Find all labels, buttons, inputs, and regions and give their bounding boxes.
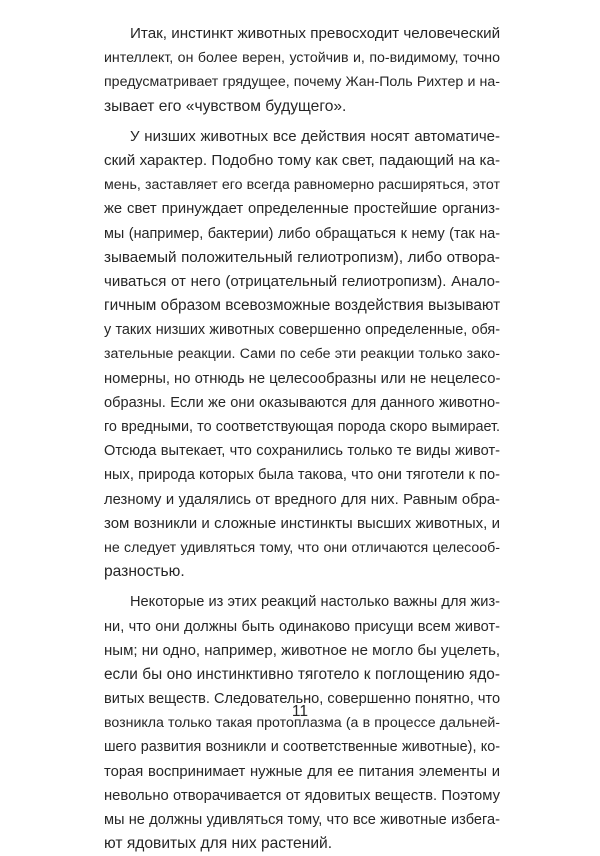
- text-line: лезному и удалялись от вредного для них. Равным обра-: [104, 491, 500, 508]
- text-line: у таких низших животных совершенно определенные, обя-: [104, 322, 500, 339]
- text-line: зывает его «чувством будущего».: [104, 97, 347, 115]
- paragraph-3: [104, 590, 500, 856]
- text-line: интеллект, он более верен, устойчив и, по-видимому, точно: [104, 50, 500, 67]
- text-line: возникла только такая протоплазма (а в процессе дальней-: [104, 715, 500, 732]
- text-line: невольно отворачивается от ядовитых веществ. Поэтому: [104, 787, 500, 804]
- text-line: мень, заставляет его всегда равномерно расширяться, этот: [104, 177, 500, 194]
- text-line: торая воспринимает нужные для ее питания элементы и: [104, 763, 500, 780]
- text-line: же свет принуждает определенные простейшие организ-: [104, 201, 500, 218]
- text-line: зом возникли и сложные инстинкты высших животных, и: [104, 514, 500, 532]
- text-line: ным; ни одно, например, животное не могло бы уцелеть,: [104, 641, 501, 659]
- text-line: шего развития возникли и соответственные животные), ко-: [104, 739, 500, 756]
- text-line: зываемый положительный гелиотропизм), либо отвора-: [104, 248, 500, 266]
- text-line: предусматривает грядущее, почему Жан-Поль Рихтер и на-: [104, 74, 500, 91]
- text-line: Некоторые из этих реакций настолько важны для жиз-: [130, 594, 500, 611]
- text-line: не следует удивляться тому, что они отличаются целесооб-: [104, 539, 500, 556]
- text-line: мы не должны удивляться тому, что все животные избега-: [104, 812, 500, 828]
- text-line: У низших животных все действия носят автоматиче-: [130, 127, 500, 145]
- paragraph-1: [104, 22, 500, 119]
- text-line: ют ядовитых для них растений.: [104, 835, 333, 853]
- text-line: витых веществ. Следовательно, совершенно понятно, что: [104, 691, 501, 708]
- text-line: зательные реакции. Сами по себе эти реакции только зако-: [104, 346, 500, 363]
- text-line: номерны, но отнюдь не целесообразны или не нецелесо-: [104, 370, 501, 387]
- text-line: если бы оно инстинктивно тяготело к поглощению ядо-: [104, 665, 500, 683]
- text-line: образны. Если же они оказываются для данного животно-: [104, 394, 500, 411]
- text-line: разностью.: [104, 563, 185, 581]
- text-line: чиваться от него (отрицательный гелиотропизм). Анало-: [104, 272, 500, 290]
- text-line: мы (например, бактерии) либо обращаться к нему (так на-: [104, 225, 500, 242]
- text-line: Отсюда вытекает, что сохранились только те виды живот-: [104, 443, 500, 460]
- text-line: ни, что они должны быть одинаково присущи всем живот-: [104, 618, 500, 635]
- body-text: [104, 22, 500, 856]
- text-line: гичным образом всевозможные воздействия вызывают: [104, 297, 501, 315]
- text-line: Итак, инстинкт животных превосходит человеческий: [130, 25, 501, 42]
- text-line: ных, природа которых была такова, что они тяготели к по-: [104, 467, 500, 484]
- page-number: 11: [291, 703, 309, 720]
- text-line: го вредными, то соответствующая порода скоро вымирает.: [104, 419, 500, 435]
- paragraph-2: [104, 125, 500, 585]
- text-line: ский характер. Подобно тому как свет, падающий на ка-: [104, 151, 500, 169]
